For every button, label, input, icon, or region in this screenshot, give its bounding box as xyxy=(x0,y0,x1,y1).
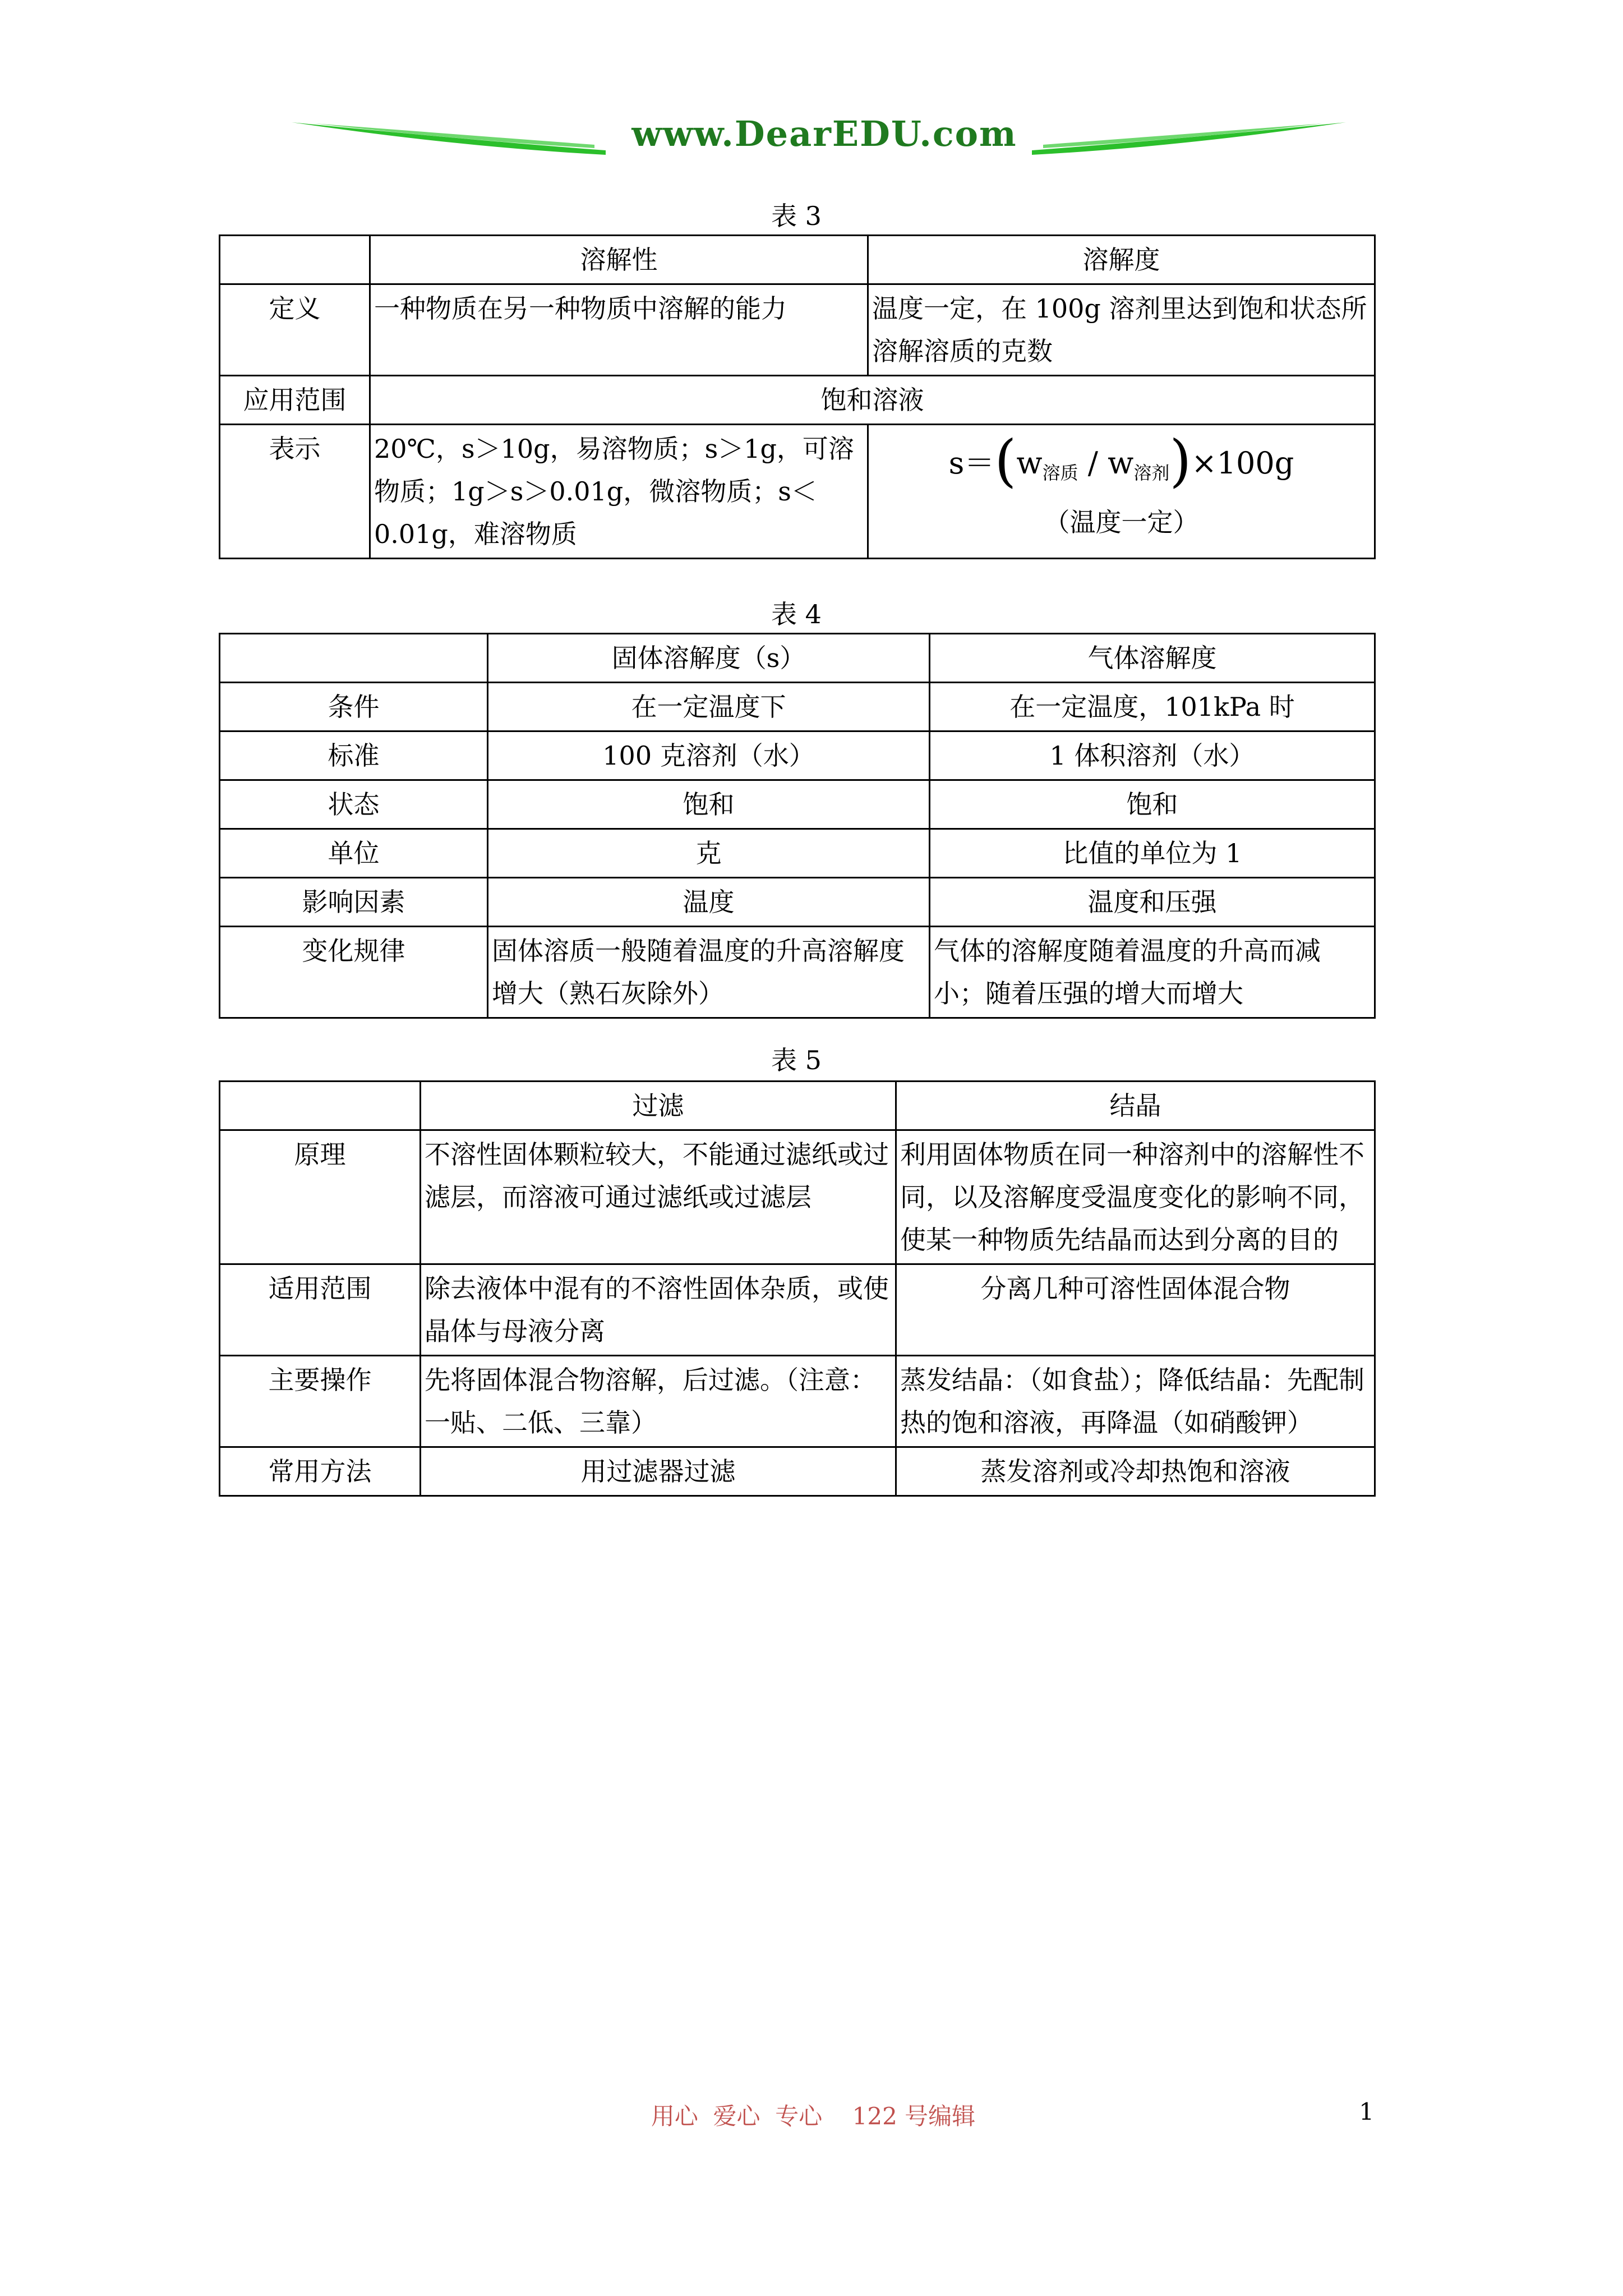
table-row xyxy=(220,780,1375,829)
table4-cell: 克 xyxy=(488,829,930,878)
table5-cell: 蒸发结晶：（如食盐）；降低结晶：先配制热的饱和溶液，再降温（如硝酸钾） xyxy=(896,1356,1375,1447)
site-header xyxy=(292,107,1346,168)
page-number: 1 xyxy=(1359,2098,1374,2125)
table-row xyxy=(220,1447,1375,1496)
table3-caption: 表 3 xyxy=(771,201,822,231)
table3-header-solubility-degree: 溶解度 xyxy=(868,236,1375,284)
table3-header-solubility: 溶解性 xyxy=(370,236,868,284)
formula-sub-solvent: 溶剂 xyxy=(1133,462,1170,484)
table4-cell: 在一定温度下 xyxy=(488,683,930,731)
table-row xyxy=(220,236,1375,284)
table4-cell: 饱和 xyxy=(930,780,1375,829)
table5-row-label: 主要操作 xyxy=(220,1356,421,1447)
formula-close-paren-icon: ) xyxy=(1169,428,1192,494)
formula-note: （温度一定） xyxy=(1044,507,1199,537)
table5 xyxy=(219,1080,1376,1497)
table3-row-label: 定义 xyxy=(220,284,370,376)
formula-w-solvent: w xyxy=(1108,445,1134,481)
table5-corner-cell xyxy=(220,1082,421,1130)
table3-corner-cell xyxy=(220,236,370,284)
table4-header-solid: 固体溶解度（s） xyxy=(488,634,930,683)
table4-cell: 在一定温度，101kPa 时 xyxy=(930,683,1375,731)
table-row xyxy=(220,1264,1375,1356)
table3-row-label: 应用范围 xyxy=(220,376,370,425)
table3-row-label: 表示 xyxy=(220,425,370,559)
table4-header-gas: 气体溶解度 xyxy=(930,634,1375,683)
table-row xyxy=(220,1082,1375,1130)
table-row xyxy=(220,425,1375,559)
table5-caption: 表 5 xyxy=(771,1045,822,1075)
formula-slash: / xyxy=(1078,445,1108,481)
table4-row-label: 状态 xyxy=(220,780,488,829)
table4 xyxy=(219,633,1376,1019)
table4-caption: 表 4 xyxy=(771,599,822,629)
table5-row-label: 原理 xyxy=(220,1130,421,1264)
table4-corner-cell xyxy=(220,634,488,683)
table4-cell: 温度 xyxy=(488,878,930,927)
table5-cell: 除去液体中混有的不溶性固体杂质，或使晶体与母液分离 xyxy=(421,1264,896,1356)
formula-prefix: s＝ xyxy=(948,445,995,481)
solubility-formula-cell xyxy=(868,425,1375,559)
table-row xyxy=(220,284,1375,376)
table4-cell: 饱和 xyxy=(488,780,930,829)
table3-cell: 20℃，s＞10g，易溶物质；s＞1g，可溶物质；1g＞s＞0.01g，微溶物质；s＜0.01g，难溶物质 xyxy=(370,425,868,559)
table5-cell: 用过滤器过滤 xyxy=(421,1447,896,1496)
site-name[interactable]: www.DearEDU.com xyxy=(631,113,1017,154)
table4-cell: 比值的单位为 1 xyxy=(930,829,1375,878)
table4-row-label: 影响因素 xyxy=(220,878,488,927)
formula-sub-solute: 溶质 xyxy=(1042,462,1078,484)
table-row xyxy=(220,1356,1375,1447)
table-row xyxy=(220,1130,1375,1264)
table-row xyxy=(220,927,1375,1018)
table3-merged-cell: 饱和溶液 xyxy=(370,376,1375,425)
table5-cell: 蒸发溶剂或冷却热饱和溶液 xyxy=(896,1447,1375,1496)
table4-cell: 1 体积溶剂（水） xyxy=(930,731,1375,780)
table5-header-crystallization: 结晶 xyxy=(896,1082,1375,1130)
formula-suffix: ×100g xyxy=(1191,445,1294,481)
table4-cell: 气体的溶解度随着温度的升高而减小；随着压强的增大而增大 xyxy=(930,927,1375,1018)
table-row xyxy=(220,878,1375,927)
table5-row-label: 适用范围 xyxy=(220,1264,421,1356)
table4-row-label: 标准 xyxy=(220,731,488,780)
table-row xyxy=(220,683,1375,731)
table-row xyxy=(220,829,1375,878)
table-row xyxy=(220,634,1375,683)
table5-cell: 分离几种可溶性固体混合物 xyxy=(896,1264,1375,1356)
table3 xyxy=(219,234,1376,559)
table5-cell: 利用固体物质在同一种溶剂中的溶解性不同，以及溶解度受温度变化的影响不同，使某一种物质先结晶而达到分离的目的 xyxy=(896,1130,1375,1264)
table5-row-label: 常用方法 xyxy=(220,1447,421,1496)
table4-cell: 100 克溶剂（水） xyxy=(488,731,930,780)
table-row xyxy=(220,731,1375,780)
solubility-formula xyxy=(872,427,1371,501)
formula-w-solute: w xyxy=(1016,445,1043,481)
table4-cell: 温度和压强 xyxy=(930,878,1375,927)
table3-cell: 一种物质在另一种物质中溶解的能力 xyxy=(370,284,868,376)
table4-row-label: 条件 xyxy=(220,683,488,731)
table4-row-label: 变化规律 xyxy=(220,927,488,1018)
footer-editor-note: 用心 爱心 专心 122 号编辑 xyxy=(651,2102,976,2130)
table5-cell: 不溶性固体颗粒较大，不能通过滤纸或过滤层，而溶液可通过滤纸或过滤层 xyxy=(421,1130,896,1264)
table5-cell: 先将固体混合物溶解，后过滤。（注意：一贴、二低、三靠） xyxy=(421,1356,896,1447)
formula-open-paren-icon: ( xyxy=(994,428,1017,494)
table4-row-label: 单位 xyxy=(220,829,488,878)
table4-cell: 固体溶质一般随着温度的升高溶解度增大（熟石灰除外） xyxy=(488,927,930,1018)
table3-cell: 温度一定，在 100g 溶剂里达到饱和状态所溶解溶质的克数 xyxy=(868,284,1375,376)
table5-header-filtration: 过滤 xyxy=(421,1082,896,1130)
table-row xyxy=(220,376,1375,425)
